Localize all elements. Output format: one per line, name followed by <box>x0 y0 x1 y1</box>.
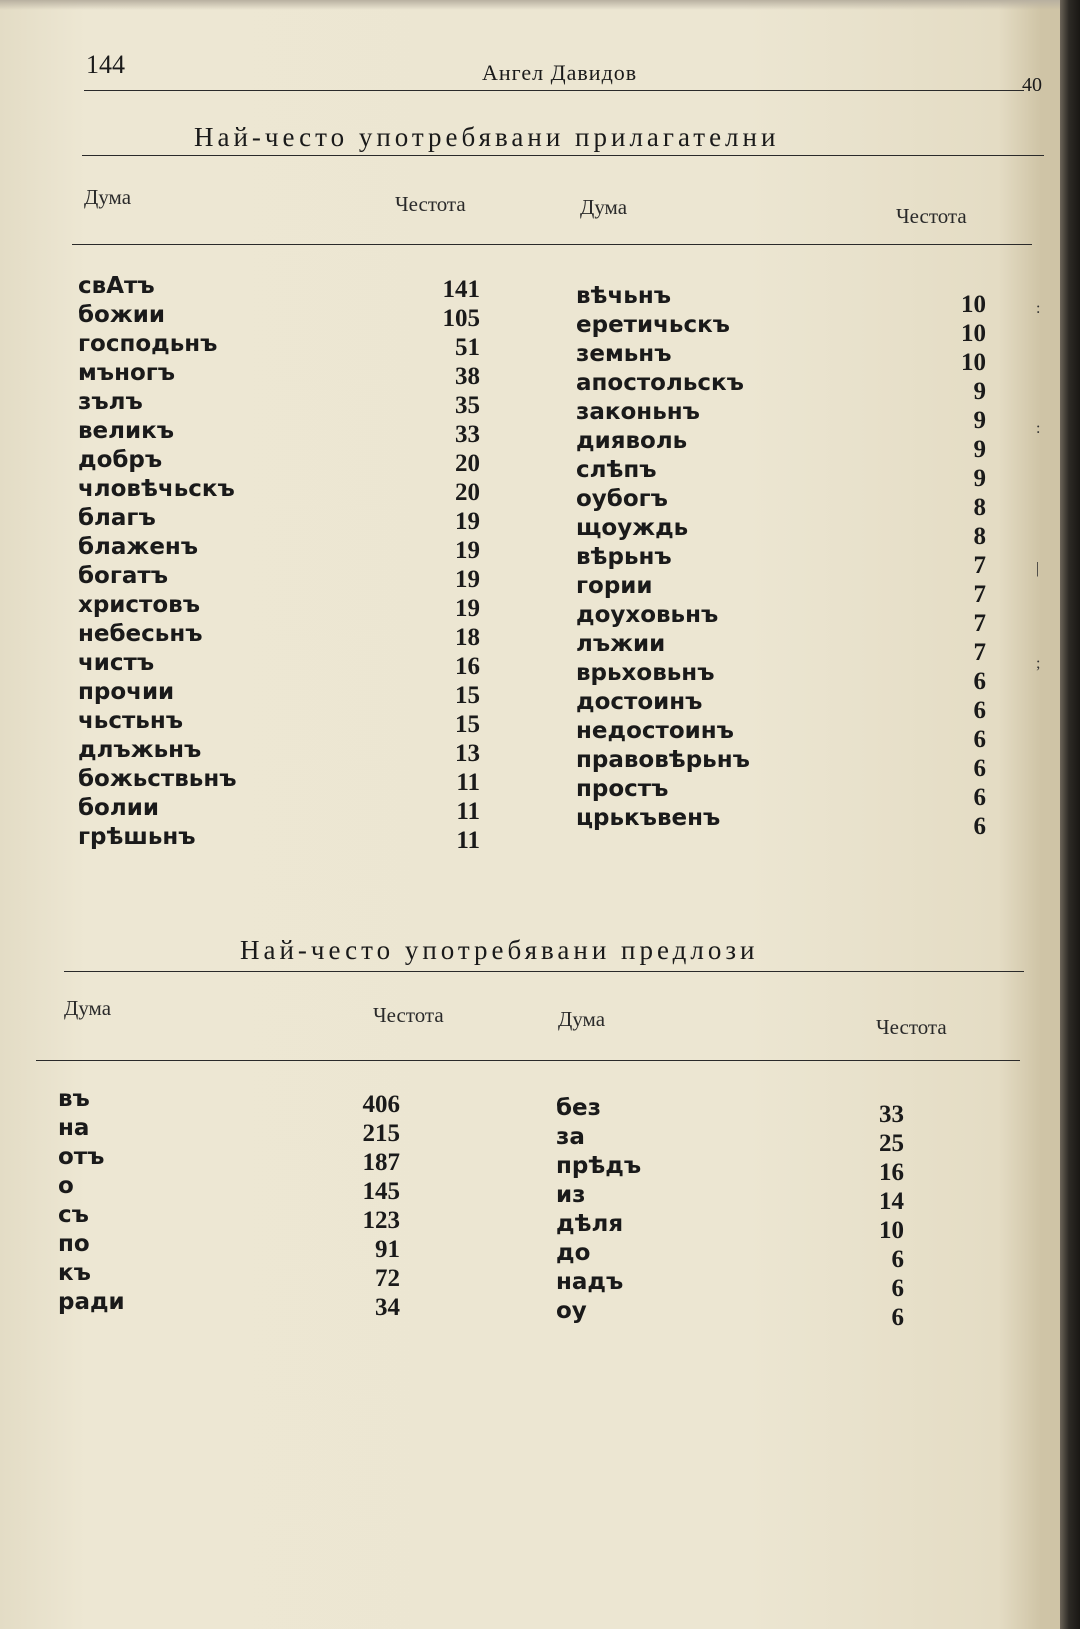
adjective-word: оубогъ <box>576 486 668 512</box>
preposition-frequency: 34 <box>375 1294 400 1321</box>
adjective-frequency: 51 <box>455 334 480 361</box>
adjective-word: апостольскъ <box>576 370 744 396</box>
adjective-word: гории <box>576 573 653 599</box>
adjective-word: црькъвенъ <box>576 805 721 831</box>
preposition-frequency: 6 <box>891 1246 904 1273</box>
adjective-word: прочии <box>78 679 175 705</box>
margin-mark: : <box>1036 420 1041 437</box>
page-number-right: 40 <box>1022 74 1042 96</box>
adjective-frequency: 19 <box>455 537 480 564</box>
preposition-word: за <box>556 1124 585 1150</box>
adjectives-header-freq-right: Честота <box>896 204 967 228</box>
adjective-word: длъжьнъ <box>78 737 202 763</box>
adjective-frequency: 19 <box>455 508 480 535</box>
adjective-frequency: 8 <box>973 523 986 550</box>
adjective-frequency: 6 <box>973 755 986 782</box>
prepositions-title-rule <box>64 971 1024 972</box>
adjective-word: достоинъ <box>576 689 703 715</box>
prepositions-title: Най-често употребявани предлози <box>240 935 759 965</box>
prepositions-header-rule <box>36 1060 1020 1061</box>
adjective-word: чистъ <box>78 650 155 676</box>
page-top-edge <box>0 0 1062 10</box>
adjectives-header-rule <box>72 244 1032 245</box>
adjective-word: чловѣчьскъ <box>78 476 235 502</box>
adjectives-title: Най-често употребявани прилагателни <box>194 122 780 152</box>
margin-mark: | <box>1036 560 1040 577</box>
preposition-word: ради <box>58 1289 125 1315</box>
adjective-frequency: 18 <box>455 624 480 651</box>
adjectives-right-freqs <box>930 290 986 841</box>
adjectives-header-word-right: Дума <box>580 195 628 219</box>
adjective-frequency: 35 <box>455 392 480 419</box>
adjective-frequency: 9 <box>973 465 986 492</box>
prepositions-left-freqs <box>340 1090 400 1322</box>
prepositions-header-freq-left: Честота <box>373 1003 444 1027</box>
adjective-word: доуховьнъ <box>576 602 719 628</box>
preposition-frequency: 91 <box>375 1236 400 1263</box>
adjective-word: недостоинъ <box>576 718 734 744</box>
preposition-frequency: 123 <box>362 1207 400 1234</box>
preposition-word: по <box>58 1231 90 1257</box>
adjective-word: чьстьнъ <box>78 708 184 734</box>
adjective-word: великъ <box>78 418 175 444</box>
prepositions-right-words <box>556 1094 641 1326</box>
preposition-word: оу <box>556 1298 587 1324</box>
adjective-frequency: 38 <box>455 363 480 390</box>
adjective-frequency: 10 <box>961 349 986 376</box>
adjective-word: божии <box>78 302 165 328</box>
adjective-frequency: 11 <box>456 827 480 854</box>
adjectives-header-freq-left: Честота <box>395 192 466 216</box>
preposition-frequency: 33 <box>879 1101 904 1128</box>
preposition-frequency: 6 <box>891 1275 904 1302</box>
header-rule <box>84 90 1024 91</box>
adjective-frequency: 19 <box>455 595 480 622</box>
preposition-frequency: 25 <box>879 1130 904 1157</box>
preposition-word: без <box>556 1095 602 1121</box>
adjectives-left-freqs <box>420 275 480 855</box>
prepositions-header-word-right: Дума <box>558 1007 606 1031</box>
adjective-frequency: 6 <box>973 813 986 840</box>
adjective-frequency: 9 <box>973 407 986 434</box>
preposition-word: отъ <box>58 1144 105 1170</box>
adjective-frequency: 20 <box>455 450 480 477</box>
preposition-frequency: 187 <box>362 1149 400 1176</box>
adjective-word: еретичьскъ <box>576 312 730 338</box>
preposition-word: къ <box>58 1260 91 1286</box>
adjective-frequency: 9 <box>973 436 986 463</box>
prepositions-header-freq-right: Честота <box>876 1015 947 1039</box>
margin-mark: ; <box>1036 655 1041 672</box>
adjectives-header-word-left: Дума <box>84 185 132 209</box>
adjective-word: болии <box>78 795 159 821</box>
adjective-frequency: 10 <box>961 291 986 318</box>
adjective-frequency: 15 <box>455 711 480 738</box>
adjective-frequency: 6 <box>973 668 986 695</box>
preposition-frequency: 16 <box>879 1159 904 1186</box>
adjective-word: вѣчьнъ <box>576 283 671 309</box>
margin-mark: : <box>1036 300 1041 317</box>
adjective-frequency: 11 <box>456 769 480 796</box>
preposition-word: до <box>556 1240 591 1266</box>
preposition-word: надъ <box>556 1269 624 1295</box>
adjective-frequency: 6 <box>973 697 986 724</box>
adjective-frequency: 8 <box>973 494 986 521</box>
preposition-word: въ <box>58 1086 90 1112</box>
adjective-frequency: 11 <box>456 798 480 825</box>
adjective-word: мъногъ <box>78 360 176 386</box>
adjective-frequency: 10 <box>961 320 986 347</box>
preposition-frequency: 6 <box>891 1304 904 1331</box>
adjectives-right-words <box>576 282 750 833</box>
adjective-frequency: 141 <box>442 276 480 303</box>
preposition-frequency: 14 <box>879 1188 904 1215</box>
adjective-word: земьнъ <box>576 341 672 367</box>
adjective-frequency: 6 <box>973 726 986 753</box>
adjectives-title-rule <box>82 155 1044 156</box>
adjective-frequency: 7 <box>973 581 986 608</box>
prepositions-header-word-left: Дума <box>64 996 112 1020</box>
book-spine-edge <box>1060 0 1080 1629</box>
adjective-frequency: 20 <box>455 479 480 506</box>
prepositions-left-words <box>58 1085 125 1317</box>
preposition-frequency: 145 <box>362 1178 400 1205</box>
adjective-frequency: 15 <box>455 682 480 709</box>
adjective-frequency: 7 <box>973 610 986 637</box>
adjective-word: дияволь <box>576 428 688 454</box>
adjective-word: законьнъ <box>576 399 700 425</box>
adjective-word: зълъ <box>78 389 143 415</box>
adjectives-left-words <box>78 272 237 852</box>
adjective-word: простъ <box>576 776 669 802</box>
adjective-word: лъжии <box>576 631 666 657</box>
preposition-word: на <box>58 1115 90 1141</box>
prepositions-right-freqs <box>850 1100 904 1332</box>
page-number-left: 144 <box>86 50 125 79</box>
adjective-word: божьствьнъ <box>78 766 237 792</box>
preposition-frequency: 72 <box>375 1265 400 1292</box>
preposition-word: о <box>58 1173 74 1199</box>
adjective-frequency: 105 <box>442 305 480 332</box>
adjective-frequency: 6 <box>973 784 986 811</box>
adjective-frequency: 16 <box>455 653 480 680</box>
adjective-frequency: 7 <box>973 639 986 666</box>
adjective-word: христовъ <box>78 592 201 618</box>
adjective-word: врьховьнъ <box>576 660 715 686</box>
adjective-word: небесьнъ <box>78 621 203 647</box>
adjective-word: господьнъ <box>78 331 218 357</box>
preposition-word: прѣдъ <box>556 1153 642 1179</box>
adjective-word: свАтъ <box>78 273 155 299</box>
preposition-word: съ <box>58 1202 89 1228</box>
adjective-word: добръ <box>78 447 163 473</box>
adjective-word: богатъ <box>78 563 169 589</box>
adjective-word: щоуждь <box>576 515 689 541</box>
running-head: Ангел Давидов <box>482 60 638 85</box>
adjective-frequency: 33 <box>455 421 480 448</box>
adjective-word: слѣпъ <box>576 457 657 483</box>
preposition-word: из <box>556 1182 586 1208</box>
adjective-frequency: 7 <box>973 552 986 579</box>
adjective-word: вѣрьнъ <box>576 544 672 570</box>
preposition-frequency: 406 <box>362 1091 400 1118</box>
preposition-frequency: 10 <box>879 1217 904 1244</box>
adjective-word: благъ <box>78 505 156 531</box>
adjective-word: грѣшьнъ <box>78 824 196 850</box>
preposition-frequency: 215 <box>362 1120 400 1147</box>
adjective-word: блаженъ <box>78 534 199 560</box>
adjective-frequency: 13 <box>455 740 480 767</box>
preposition-word: дѣля <box>556 1211 624 1237</box>
adjective-word: правовѣрьнъ <box>576 747 750 773</box>
adjective-frequency: 9 <box>973 378 986 405</box>
adjective-frequency: 19 <box>455 566 480 593</box>
